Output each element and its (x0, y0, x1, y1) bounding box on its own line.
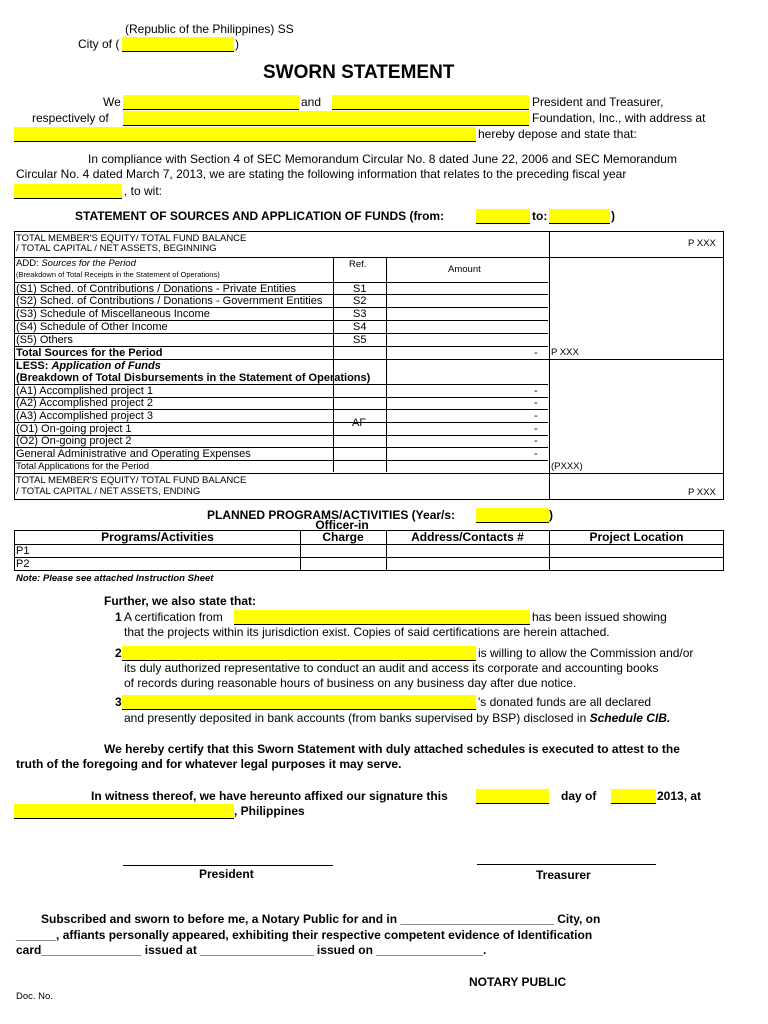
application-row-amount: - (534, 410, 538, 422)
depose-label: hereby depose and state that: (478, 127, 637, 141)
less-application-header: LESS: Application of Funds (16, 360, 161, 372)
city-suffix: ) (235, 37, 239, 51)
source-row-ref: S3 (353, 308, 367, 320)
notary-line-1: Subscribed and sworn to before me, a Notary Public for and in _______________________ City, on (41, 912, 601, 926)
source-row-label: (S5) Others (16, 334, 73, 346)
row-line (15, 557, 723, 558)
programs-heading: PLANNED PROGRAMS/ACTIVITIES (Year/s: (207, 508, 456, 522)
instruction-note: Note: Please see attached Instruction Sheet (16, 573, 214, 584)
funds-heading-end: ) (611, 209, 615, 223)
notary-public-label: NOTARY PUBLIC (469, 975, 567, 989)
p-xxx-begin: P XXX (688, 238, 716, 249)
col-line (333, 257, 334, 472)
entity-name-field-2[interactable] (122, 646, 476, 661)
witness-text: In witness thereof, we have hereunto affixed our signature this (91, 789, 448, 803)
programs-heading-end: ) (549, 508, 553, 522)
col-line (386, 257, 387, 472)
application-row-label: (A2) Accomplished project 2 (16, 397, 153, 409)
item-2-text-c: of records during reasonable hours of business on any business day after due notice. (124, 676, 577, 690)
application-row-label: (A3) Accomplished project 3 (16, 410, 153, 422)
item-1-number: 1 (115, 610, 122, 624)
day-of-label: day of (561, 789, 597, 803)
application-row-label: (A1) Accomplished project 1 (16, 385, 153, 397)
and-label: and (301, 95, 322, 109)
program-row-label: P2 (16, 558, 30, 570)
total-applications-label: Total Applications for the Period (16, 461, 150, 472)
certify-line-2: truth of the foregoing and for whatever legal purposes it may serve. (16, 757, 402, 771)
funds-table (14, 231, 724, 500)
source-row-ref: S4 (353, 321, 367, 333)
source-row-ref: S5 (353, 334, 367, 346)
certify-line-1: We hereby certify that this Sworn Statement with duly attached schedules is executed to attest to the (104, 742, 680, 756)
to-date-field[interactable] (549, 209, 610, 224)
equity-end-line-2: / TOTAL CAPITAL / NET ASSETS, ENDING (16, 486, 201, 497)
program-row-label: P1 (16, 545, 30, 557)
city-field[interactable] (122, 37, 234, 52)
total-sources-p: P XXX (551, 347, 579, 358)
application-row-label: General Administrative and Operating Expenses (16, 448, 251, 460)
we-label: We (103, 95, 121, 109)
witness-place-field[interactable] (14, 804, 234, 819)
source-row-label: (S1) Sched. of Contributions / Donations - Private Entities (16, 283, 297, 295)
total-applications-p: (PXXX) (551, 461, 583, 472)
entity-name-field-3[interactable] (122, 695, 476, 710)
notary-line-3: card_______________ issued at _________________ issued on ________________. (16, 943, 487, 957)
item-3-number: 3 (115, 695, 122, 709)
further-heading: Further, we also state that: (104, 594, 257, 608)
equity-begin-line-1: TOTAL MEMBER'S EQUITY/ TOTAL FUND BALANCE (16, 233, 247, 244)
president-signature-line[interactable] (123, 864, 333, 866)
col-header-programs: Programs/Activities (101, 530, 214, 544)
equity-begin-line-2: / TOTAL CAPITAL / NET ASSETS, BEGINNING (16, 243, 217, 254)
item-2-number: 2 (115, 646, 122, 660)
source-row-label: (S3) Schedule of Miscellaneous Income (16, 308, 210, 320)
city-prefix: City of ( (78, 37, 120, 51)
af-ref: AF (352, 417, 367, 429)
to-label: to: (532, 209, 548, 223)
certifying-agency-field[interactable] (234, 610, 530, 625)
page-title: SWORN STATEMENT (263, 62, 455, 83)
source-row-label: (S4) Schedule of Other Income (16, 321, 168, 333)
funds-heading: STATEMENT OF SOURCES AND APPLICATION OF FUNDS (from: (75, 209, 445, 223)
fiscal-year-field[interactable] (14, 184, 122, 199)
president-name-field[interactable] (123, 95, 299, 110)
item-3-text-a: 's donated funds are all declared (478, 695, 652, 709)
col-header-officer-in: Officer-in (315, 518, 369, 532)
foundation-label: Foundation, Inc., with address at (532, 111, 706, 125)
add-sources-header: ADD: Sources for the Period (16, 258, 136, 269)
application-row-label: (O2) On-going project 2 (16, 435, 132, 447)
venue-line: (Republic of the Philippines) SS (125, 22, 294, 36)
pres-treas-label: President and Treasurer, (532, 95, 664, 109)
item-2-text-b: its duly authorized representative to conduct an audit and access its corporate and accounting books (124, 661, 659, 675)
treasurer-name-field[interactable] (332, 95, 529, 110)
application-row-amount: - (534, 385, 538, 397)
item-1-text-c: that the projects within its jurisdiction exist. Copies of said certifications are herein attached. (124, 625, 610, 639)
to-wit-label: , to wit: (124, 184, 163, 198)
source-row-ref: S1 (353, 283, 367, 295)
from-date-field[interactable] (476, 209, 530, 224)
source-row-label: (S2) Sched. of Contributions / Donations - Government Entities (16, 295, 323, 307)
programs-table (14, 530, 724, 571)
treasurer-signature-line[interactable] (477, 863, 656, 865)
amount-header: Amount (448, 264, 481, 275)
philippines-label: , Philippines (234, 804, 305, 818)
total-sources-amount: - (534, 347, 538, 359)
witness-day-field[interactable] (476, 789, 549, 804)
breakdown-receipts: (Breakdown of Total Receipts in the Statement of Operations) (16, 270, 220, 279)
col-header-location: Project Location (589, 530, 684, 544)
foundation-name-field[interactable] (123, 111, 529, 126)
breakdown-disbursements: (Breakdown of Total Disbursements in the Statement of Operations) (16, 372, 371, 384)
source-row-ref: S2 (353, 295, 367, 307)
witness-month-field[interactable] (611, 789, 656, 804)
application-row-label: (O1) On-going project 1 (16, 423, 132, 435)
application-row-amount: - (534, 397, 538, 409)
equity-end-line-1: TOTAL MEMBER'S EQUITY/ TOTAL FUND BALANCE (16, 475, 247, 486)
application-row-amount: - (534, 423, 538, 435)
ref-header: Ref. (349, 259, 367, 270)
compliance-line-1: In compliance with Section 4 of SEC Memorandum Circular No. 8 dated June 22, 2006 and SEC Memorandum (88, 152, 677, 166)
president-label: President (199, 867, 254, 881)
compliance-line-2: Circular No. 4 dated March 7, 2013, we are stating the following information that relates to the preceding fiscal year (16, 167, 627, 181)
p-xxx-end: P XXX (688, 487, 716, 498)
item-1-text-a: A certification from (124, 610, 223, 624)
item-1-text-b: has been issued showing (532, 610, 667, 624)
treasurer-label: Treasurer (536, 868, 591, 882)
programs-year-field[interactable] (476, 508, 549, 523)
respectively-label: respectively of (32, 111, 109, 125)
application-row-amount: - (534, 448, 538, 460)
year-at-label: 2013, at (657, 789, 702, 803)
doc-no-label: Doc. No. (16, 991, 53, 1002)
application-row-amount: - (534, 435, 538, 447)
address-field[interactable] (14, 127, 476, 142)
col-line (549, 232, 550, 499)
row-line (15, 473, 723, 474)
item-2-text-a: is willing to allow the Commission and/or (478, 646, 694, 660)
item-3-text-b: and presently deposited in bank accounts (from banks supervised by BSP) disclosed in Schedule CIB. (124, 711, 671, 725)
col-header-charge: Charge (322, 530, 364, 544)
col-header-address: Address/Contacts # (411, 530, 524, 544)
notary-line-2: ______, affiants personally appeared, exhibiting their respective competent evidence of Identification (16, 928, 593, 942)
total-sources-label: Total Sources for the Period (16, 347, 163, 359)
row-line (15, 544, 723, 545)
